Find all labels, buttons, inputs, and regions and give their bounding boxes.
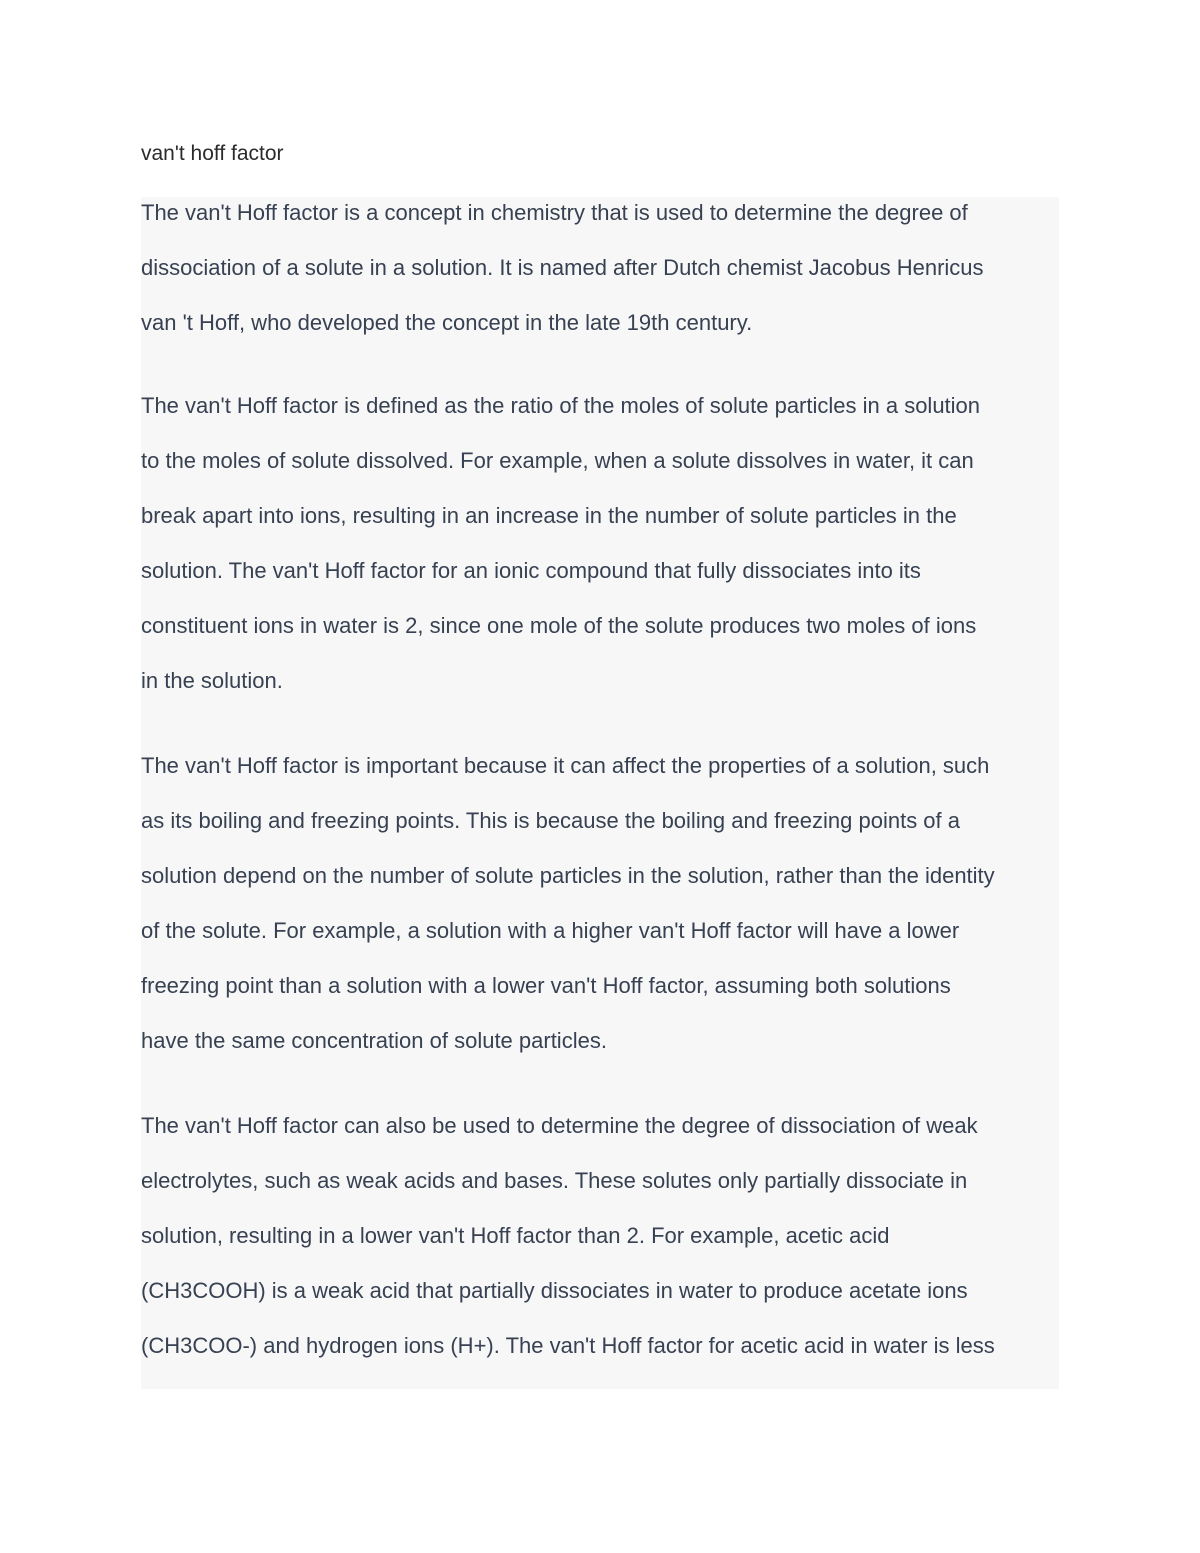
text-line: The van't Hoff factor is important because it can affect the properties of a solution, such [141, 753, 990, 778]
text-line: of the solute. For example, a solution with a higher van't Hoff factor will have a lower [141, 918, 960, 943]
text-line: electrolytes, such as weak acids and bases. These solutes only partially dissociate in [141, 1168, 968, 1193]
text-line: (CH3COOH) is a weak acid that partially dissociates in water to produce acetate ions [141, 1278, 968, 1303]
text-line: dissociation of a solute in a solution. It is named after Dutch chemist Jacobus Henricus [141, 255, 984, 280]
document-title: van't hoff factor [141, 142, 284, 165]
paragraph-weak-electrolytes [141, 1110, 995, 1385]
text-line: constituent ions in water is 2, since one mole of the solute produces two moles of ions [141, 613, 977, 638]
text-line: break apart into ions, resulting in an increase in the number of solute particles in the [141, 503, 957, 528]
text-line: solution. The van't Hoff factor for an ionic compound that fully dissociates into its [141, 558, 921, 583]
text-line: van 't Hoff, who developed the concept in the late 19th century. [141, 310, 753, 335]
text-line: in the solution. [141, 668, 283, 693]
text-line: The van't Hoff factor can also be used to determine the degree of dissociation of weak [141, 1113, 978, 1138]
text-line: The van't Hoff factor is defined as the ratio of the moles of solute particles in a solution [141, 393, 981, 418]
paragraph-importance [141, 750, 995, 1080]
text-line: as its boiling and freezing points. This is because the boiling and freezing points of a [141, 808, 960, 833]
text-line: solution, resulting in a lower van't Hoff factor than 2. For example, acetic acid [141, 1223, 890, 1248]
response-text-block [141, 197, 1059, 1389]
text-line: to the moles of solute dissolved. For example, when a solute dissolves in water, it can [141, 448, 974, 473]
text-line: (CH3COO-) and hydrogen ions (H+). The van't Hoff factor for acetic acid in water is less [141, 1333, 995, 1358]
text-line: solution depend on the number of solute particles in the solution, rather than the identity [141, 863, 995, 888]
paragraph-ratio [141, 390, 980, 720]
text-line: The van't Hoff factor is a concept in chemistry that is used to determine the degree of [141, 200, 968, 225]
text-line: freezing point than a solution with a lower van't Hoff factor, assuming both solutions [141, 973, 951, 998]
text-line: have the same concentration of solute particles. [141, 1028, 607, 1053]
paragraph-definition [141, 197, 984, 362]
